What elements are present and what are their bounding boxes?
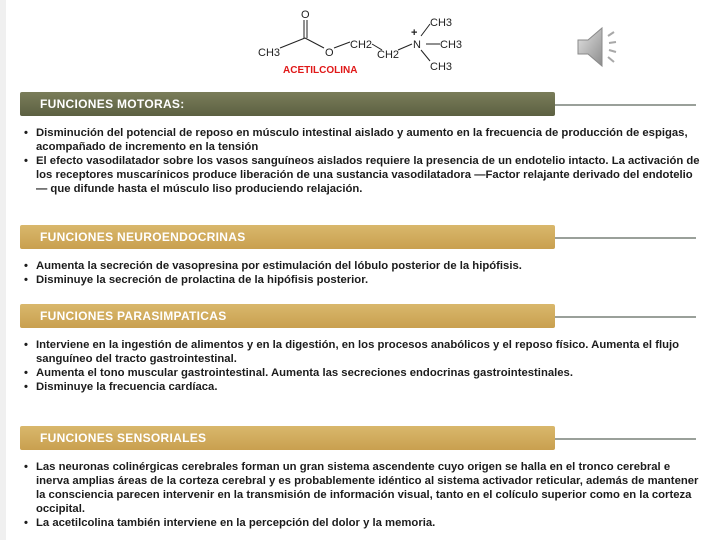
- list-item: • Aumenta la secreción de vasopresina por estimulación del lóbulo posterior de la hipófisis.: [20, 259, 700, 273]
- molecule-name: ACETILCOLINA: [283, 65, 358, 76]
- atom-o-ester: O: [325, 47, 334, 59]
- list-item: • Disminuye la secreción de prolactina de la hipófisis posterior.: [20, 273, 700, 287]
- list-item: • Las neuronas colinérgicas cerebrales forman un gran sistema ascendente cuyo origen se halla en el tronco cerebral e inerva amplias áreas de la corteza cerebral y es probablemente idéntico al sistema activador reticular, además de mantener la consciencia parecen intervenir en la transmisión de información visual, tanto en el colículo superior como en la corteza occipital.: [20, 460, 700, 516]
- list-item: • Aumenta el tono muscular gastrointestinal. Aumenta las secreciones endocrinas gastrointestinales.: [20, 366, 700, 380]
- list-item: • La acetilcolina también interviene en la percepción del dolor y la memoria.: [20, 516, 700, 530]
- section-header-neuroendocrinas: [20, 225, 555, 249]
- atom-ch2-a: CH2: [350, 39, 373, 51]
- list-item: • Disminuye la frecuencia cardíaca.: [20, 380, 700, 394]
- atom-ch3-left: CH3: [258, 47, 281, 59]
- section-header-parasimpaticas: [20, 304, 555, 328]
- section-title: FUNCIONES NEUROENDOCRINAS: [40, 230, 246, 244]
- atom-ch2-b: CH2: [377, 49, 400, 61]
- atom-ch3-bottom: CH3: [430, 61, 453, 73]
- section-header-sensoriales: [20, 426, 555, 450]
- atom-ch3-top: CH3: [430, 17, 453, 29]
- left-edge-strip: [0, 0, 6, 540]
- list-item: • Disminución del potencial de reposo en músculo intestinal aislado y aumento en la frecuencia de producción de espigas, acompañado de incremento en la tensión: [20, 126, 700, 154]
- section-title: FUNCIONES SENSORIALES: [40, 431, 207, 445]
- bullet-list-motoras: [20, 126, 700, 196]
- atom-n: N: [413, 39, 421, 51]
- bullet-list-sensoriales: [20, 460, 700, 530]
- section-header-motoras: [20, 92, 555, 116]
- speaker-icon[interactable]: [574, 24, 624, 70]
- section-title: FUNCIONES MOTORAS:: [40, 97, 185, 111]
- list-item: • El efecto vasodilatador sobre los vasos sanguíneos aislados requiere la presencia de un endotelio intacto. La activación de los receptores muscarínicos produce liberación de una sustancia vasodilatadora —Factor relajante derivado del endotelio— que difunde hasta el músculo liso produciendo relajación.: [20, 154, 700, 196]
- list-item: • Interviene en la ingestión de alimentos y en la digestión, en los procesos anabólicos y el reposo físico. Aumenta el flujo sanguíneo del tracto gastrointestinal.: [20, 338, 700, 366]
- atom-o-top: O: [301, 9, 310, 21]
- bullet-list-parasimpaticas: [20, 338, 700, 394]
- atom-plus: +: [411, 27, 418, 39]
- section-title: FUNCIONES PARASIMPATICAS: [40, 309, 227, 323]
- atom-ch3-right: CH3: [440, 39, 463, 51]
- bullet-list-neuroendocrinas: [20, 259, 700, 287]
